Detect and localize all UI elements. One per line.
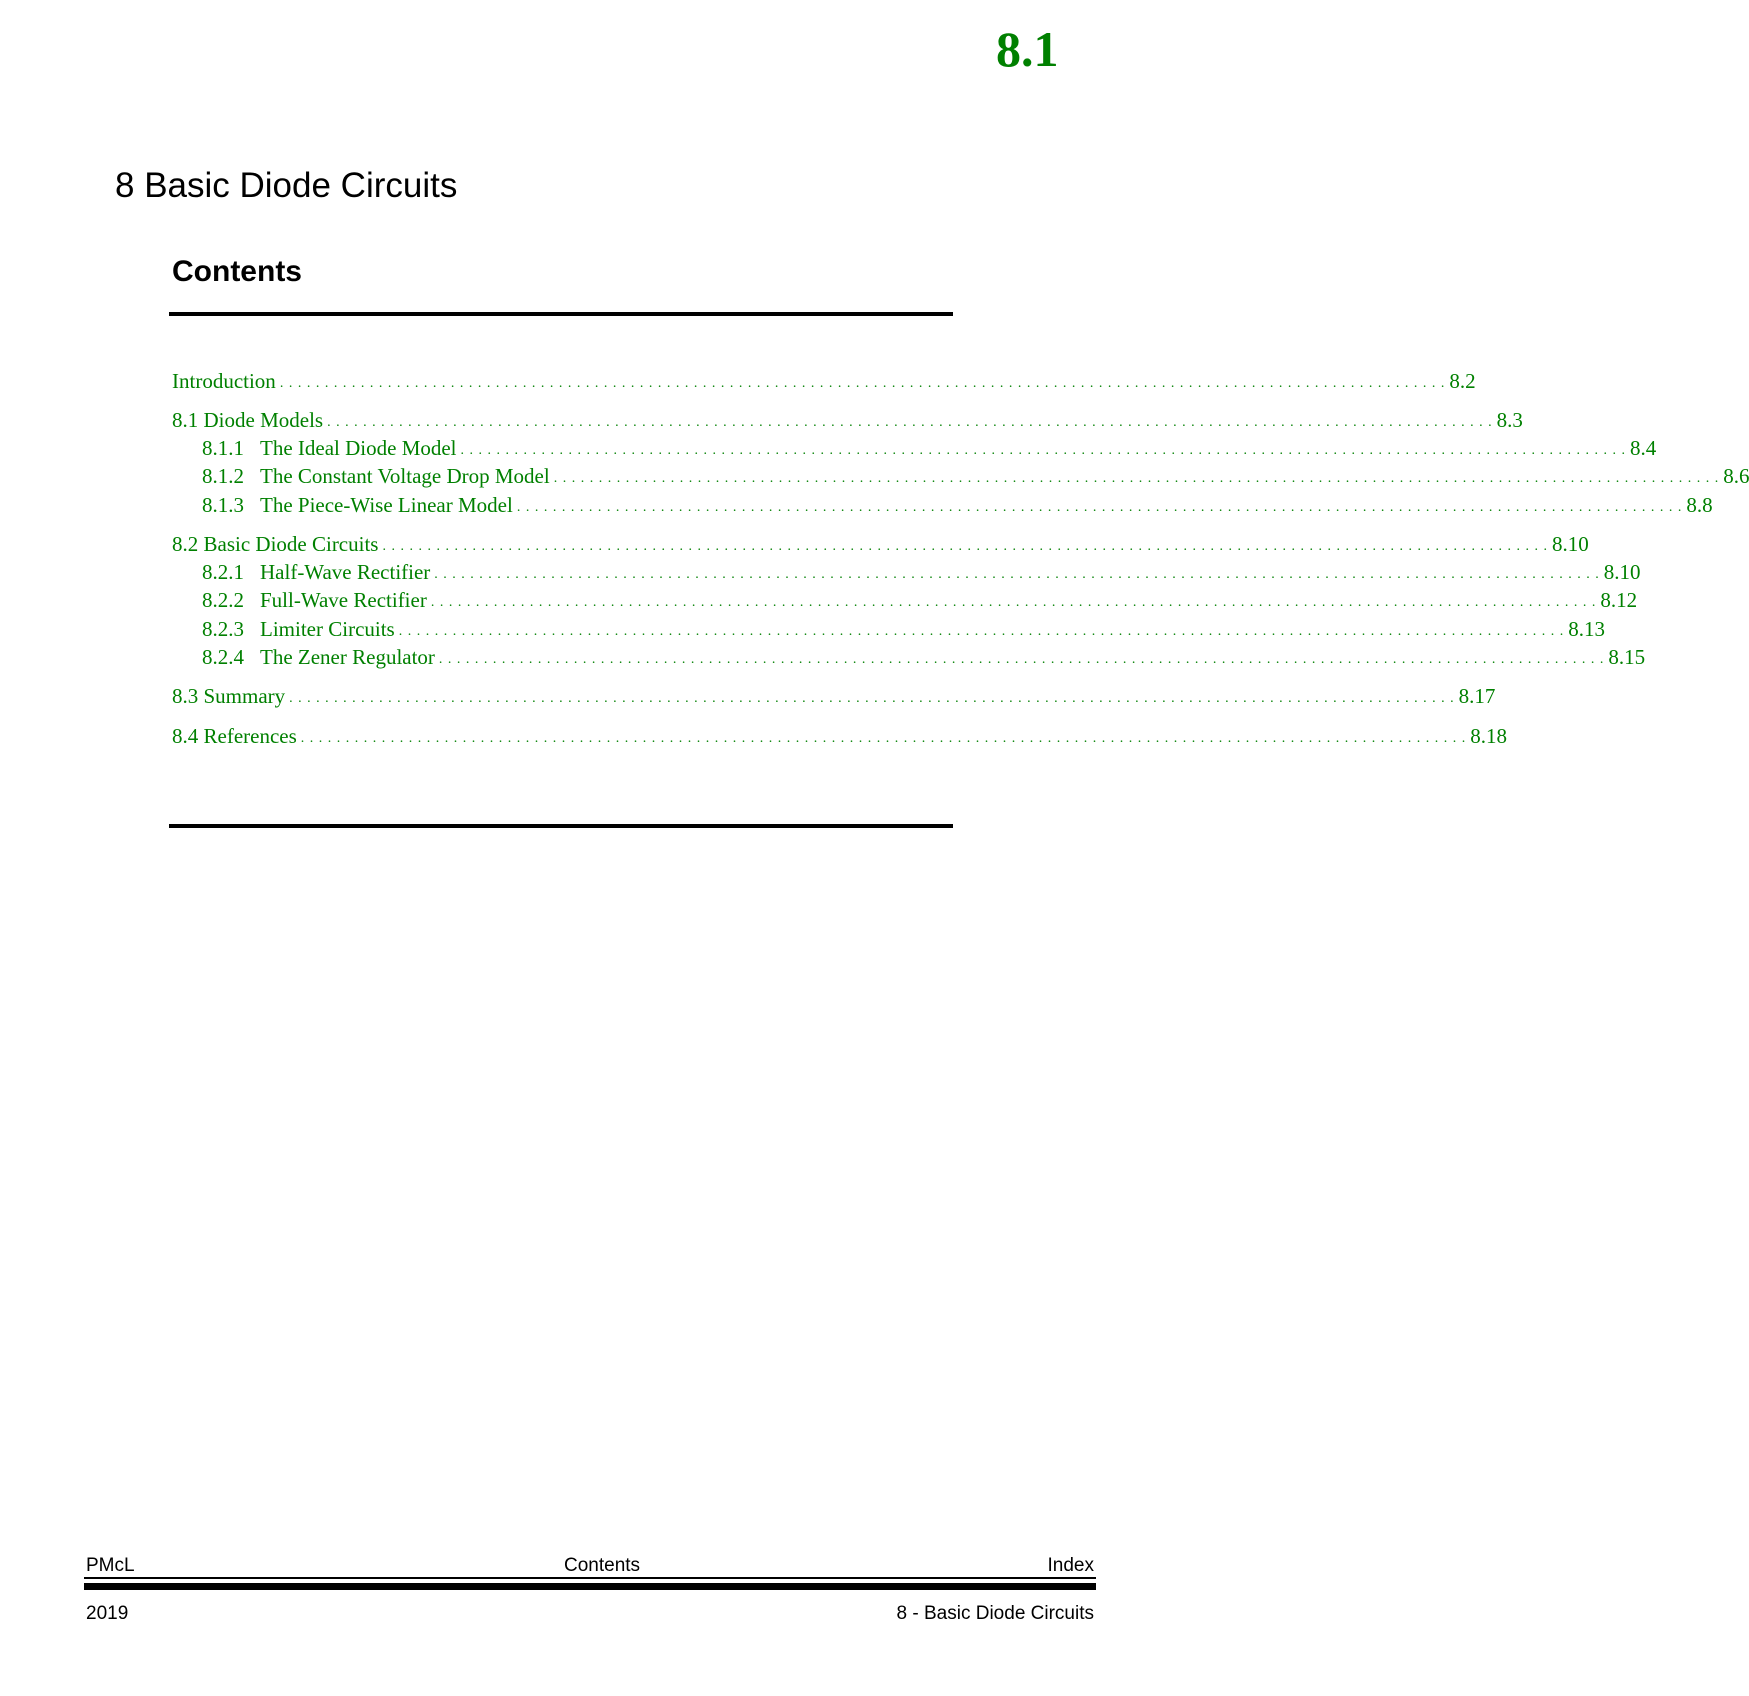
toc-entry-page: 8.17 [1458, 684, 1496, 708]
toc-entry-label: The Constant Voltage Drop Model [260, 464, 550, 488]
footer-index-link[interactable]: Index [1047, 1555, 1094, 1576]
toc-dot-leader: . . . . . . . . . . . . . . . . . . . . . . . . . . . . . . . . . . . . . . . . . . . . . . . . . . . . . . . . . . . . . . . . . . . . . . . . . . . . . . . . . . . . . . . . . . . . . . . . . . . . . . . . . . . . . . . . . . . . . . . . . . . . . . . . . . [430, 595, 1597, 610]
page-number: 8.1 [996, 21, 1059, 77]
toc-entry-number: 8.1.2 [202, 464, 244, 488]
toc-entry-label: Introduction [172, 369, 276, 393]
toc-link-full-wave-rectifier[interactable] [172, 587, 1638, 613]
footer-thin-rule [84, 1577, 1096, 1579]
toc-dot-leader: . . . . . . . . . . . . . . . . . . . . . . . . . . . . . . . . . . . . . . . . . . . . . . . . . . . . . . . . . . . . . . . . . . . . . . . . . . . . . . . . . . . . . . . . . . . . . . . . . . . . . . . . . . . . . . . . . . . . . . . . . . . . . . . . . . [279, 376, 1446, 391]
toc-entry-page: 8.6 [1723, 464, 1749, 488]
toc-entry-label: 8.3 Summary [172, 684, 286, 708]
toc-dot-leader: . . . . . . . . . . . . . . . . . . . . . . . . . . . . . . . . . . . . . . . . . . . . . . . . . . . . . . . . . . . . . . . . . . . . . . . . . . . . . . . . . . . . . . . . . . . . . . . . . . . . . . . . . . . . . . . . . . . . . . . . . . . . . . . . . . [516, 500, 1683, 515]
footer-chapter-title: 8 - Basic Diode Circuits [896, 1603, 1094, 1624]
toc-link-diode-models[interactable] [172, 407, 1523, 433]
toc-link-limiter-circuits[interactable] [172, 616, 1605, 642]
toc-entry-number: 8.2.4 [202, 645, 244, 669]
toc-dot-leader: . . . . . . . . . . . . . . . . . . . . . . . . . . . . . . . . . . . . . . . . . . . . . . . . . . . . . . . . . . . . . . . . . . . . . . . . . . . . . . . . . . . . . . . . . . . . . . . . . . . . . . . . . . . . . . . . . . . . . . . . . . . . . . . . . . [438, 652, 1605, 667]
footer-thick-rule [84, 1583, 1096, 1590]
toc-dot-leader: . . . . . . . . . . . . . . . . . . . . . . . . . . . . . . . . . . . . . . . . . . . . . . . . . . . . . . . . . . . . . . . . . . . . . . . . . . . . . . . . . . . . . . . . . . . . . . . . . . . . . . . . . . . . . . . . . . . . . . . . . . . . . . . . . . [382, 539, 1548, 554]
contents-bottom-rule [169, 824, 953, 828]
toc-link-constant-voltage-drop-model[interactable] [172, 463, 1749, 489]
toc-dot-leader: . . . . . . . . . . . . . . . . . . . . . . . . . . . . . . . . . . . . . . . . . . . . . . . . . . . . . . . . . . . . . . . . . . . . . . . . . . . . . . . . . . . . . . . . . . . . . . . . . . . . . . . . . . . . . . . . . . . . . . . . . . . . . . . . . . [327, 415, 1493, 430]
toc-dot-leader: . . . . . . . . . . . . . . . . . . . . . . . . . . . . . . . . . . . . . . . . . . . . . . . . . . . . . . . . . . . . . . . . . . . . . . . . . . . . . . . . . . . . . . . . . . . . . . . . . . . . . . . . . . . . . . . . . . . . . . . . . . . . . . . . . . [289, 691, 1455, 706]
toc-entry-page: 8.3 [1496, 408, 1523, 432]
toc-entry-number: 8.2.3 [202, 617, 244, 641]
toc-entry-page: 8.18 [1470, 724, 1508, 748]
toc-dot-leader: . . . . . . . . . . . . . . . . . . . . . . . . . . . . . . . . . . . . . . . . . . . . . . . . . . . . . . . . . . . . . . . . . . . . . . . . . . . . . . . . . . . . . . . . . . . . . . . . . . . . . . . . . . . . . . . . . . . . . . . . . . . . . . . . . . [434, 567, 1600, 582]
footer-author: PMcL [86, 1555, 135, 1576]
toc-link-zener-regulator[interactable] [172, 644, 1646, 670]
toc-entry-number: 8.1.3 [202, 493, 244, 517]
toc-entry-label: 8.1 Diode Models [172, 408, 324, 432]
toc-entry-label: Half-Wave Rectifier [260, 560, 431, 584]
toc-link-half-wave-rectifier[interactable] [172, 559, 1641, 585]
toc-entry-page: 8.12 [1600, 588, 1638, 612]
toc-entry-page: 8.10 [1603, 560, 1641, 584]
toc-entry-page: 8.15 [1608, 645, 1646, 669]
toc-entry-page: 8.10 [1551, 532, 1589, 556]
toc-link-introduction[interactable] [172, 368, 1476, 394]
contents-heading: Contents [172, 255, 302, 288]
toc-entry-label: Limiter Circuits [260, 617, 395, 641]
footer-year: 2019 [86, 1603, 129, 1624]
footer-contents-link[interactable]: Contents [564, 1555, 641, 1576]
toc-link-summary[interactable] [172, 683, 1496, 709]
chapter-title: 8 Basic Diode Circuits [115, 166, 458, 205]
toc-entry-label: Full-Wave Rectifier [260, 588, 427, 612]
contents-top-rule [169, 312, 953, 316]
toc-entry-label: The Zener Regulator [260, 645, 435, 669]
toc-entry-number: 8.2.1 [202, 560, 244, 584]
toc-dot-leader: . . . . . . . . . . . . . . . . . . . . . . . . . . . . . . . . . . . . . . . . . . . . . . . . . . . . . . . . . . . . . . . . . . . . . . . . . . . . . . . . . . . . . . . . . . . . . . . . . . . . . . . . . . . . . . . . . . . . . . . . . . . . . . . . . . [398, 624, 1565, 639]
toc-entry-number: 8.1.1 [202, 436, 244, 460]
toc-entry-page: 8.4 [1630, 436, 1657, 460]
toc-dot-leader: . . . . . . . . . . . . . . . . . . . . . . . . . . . . . . . . . . . . . . . . . . . . . . . . . . . . . . . . . . . . . . . . . . . . . . . . . . . . . . . . . . . . . . . . . . . . . . . . . . . . . . . . . . . . . . . . . . . . . . . . . . . . . . . . . . [553, 471, 1720, 486]
toc-entry-page: 8.2 [1449, 369, 1476, 393]
toc-link-piece-wise-linear-model[interactable] [172, 492, 1713, 518]
toc-dot-leader: . . . . . . . . . . . . . . . . . . . . . . . . . . . . . . . . . . . . . . . . . . . . . . . . . . . . . . . . . . . . . . . . . . . . . . . . . . . . . . . . . . . . . . . . . . . . . . . . . . . . . . . . . . . . . . . . . . . . . . . . . . . . . . . . . . [460, 443, 1627, 458]
toc-link-ideal-diode-model[interactable] [172, 435, 1657, 461]
toc-entry-number: 8.2.2 [202, 588, 244, 612]
toc-link-basic-diode-circuits[interactable] [172, 531, 1589, 557]
toc-entry-label: 8.2 Basic Diode Circuits [172, 532, 379, 556]
toc-entry-page: 8.13 [1568, 617, 1605, 641]
toc-entry-page: 8.8 [1686, 493, 1713, 517]
toc-dot-leader: . . . . . . . . . . . . . . . . . . . . . . . . . . . . . . . . . . . . . . . . . . . . . . . . . . . . . . . . . . . . . . . . . . . . . . . . . . . . . . . . . . . . . . . . . . . . . . . . . . . . . . . . . . . . . . . . . . . . . . . . . . . . . . . . . . [300, 731, 1467, 746]
toc-entry-label: The Ideal Diode Model [260, 436, 457, 460]
toc-link-references[interactable] [172, 723, 1508, 749]
toc-entry-label: The Piece-Wise Linear Model [260, 493, 513, 517]
toc-entry-label: 8.4 References [172, 724, 297, 748]
